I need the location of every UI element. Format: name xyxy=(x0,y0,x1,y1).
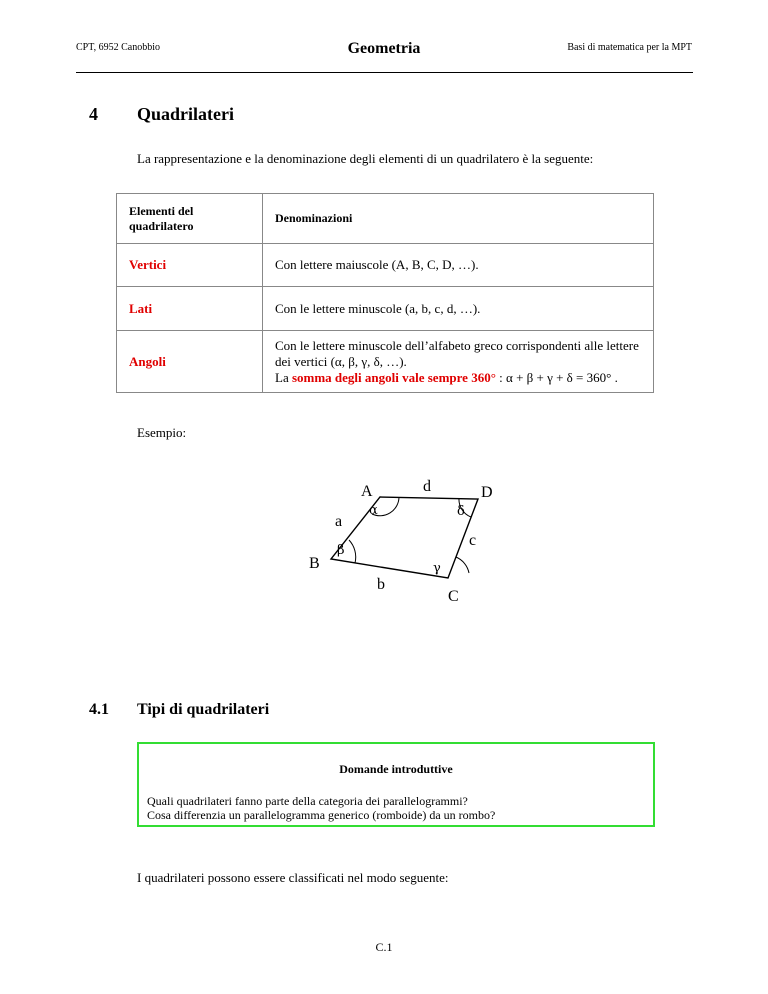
angoli-desc-text: Con le lettere minuscole dell’alfabeto greco corrispondenti alle lettere dei vertici (α, β, γ, δ, …). xyxy=(275,337,639,369)
header-left: CPT, 6952 Canobbio xyxy=(76,42,160,53)
subsection-title: Tipi di quadrilateri xyxy=(137,701,270,718)
subsection-number: 4.1 xyxy=(89,701,109,718)
intro-paragraph: La rappresentazione e la denominazione degli elementi di un quadrilatero è la seguente: xyxy=(137,151,594,166)
side-label-c: c xyxy=(469,532,477,549)
section-number: 4 xyxy=(89,104,98,124)
side-label-b: b xyxy=(377,576,385,593)
row-desc-lati: Con le lettere minuscole (a, b, c, d, …). xyxy=(263,287,654,331)
row-name-lati: Lati xyxy=(117,287,263,331)
angle-label-alpha: α xyxy=(369,503,378,518)
angle-label-gamma: γ xyxy=(433,561,441,576)
vertex-label-d: D xyxy=(481,484,493,501)
box-question-2: Cosa differenzia un parallelogramma generico (romboide) da un rombo? xyxy=(147,808,496,822)
section-title: Quadrilateri xyxy=(137,104,234,124)
example-label: Esempio: xyxy=(137,425,187,440)
intro-questions-box xyxy=(137,742,655,827)
angle-label-beta: β xyxy=(337,543,345,558)
vertex-label-a: A xyxy=(361,483,373,500)
row-desc-vertici: Con lettere maiuscole (A, B, C, D, …). xyxy=(263,244,654,287)
page-number: C.1 xyxy=(375,940,393,954)
row-name-angoli: Angoli xyxy=(117,331,263,393)
vertex-label-b: B xyxy=(309,555,320,572)
side-label-d: d xyxy=(423,478,431,495)
classify-paragraph: I quadrilateri possono essere classificati nel modo seguente: xyxy=(137,870,449,885)
side-label-a: a xyxy=(335,513,343,530)
sum-prefix: La xyxy=(275,369,292,385)
sum-formula: : α + β + γ + δ = 360° . xyxy=(495,369,618,385)
vertex-label-c: C xyxy=(448,588,459,605)
table-header-col1: Elementi del quadrilatero xyxy=(117,194,263,244)
angle-arc-gamma xyxy=(456,557,469,573)
angle-arc-beta xyxy=(349,540,356,563)
angle-label-delta: δ xyxy=(457,504,465,519)
box-question-1: Quali quadrilateri fanno parte della categoria dei parallelogrammi? xyxy=(147,794,468,808)
header-title: Geometria xyxy=(347,40,421,57)
quadrilateral-shape xyxy=(331,497,478,578)
sum-highlight: somma degli angoli vale sempre 360° xyxy=(291,369,496,385)
row-name-vertici: Vertici xyxy=(117,244,263,287)
table-header-col2: Denominazioni xyxy=(263,194,654,244)
header-right: Basi di matematica per la MPT xyxy=(567,42,692,53)
box-title: Domande introduttive xyxy=(339,762,453,776)
